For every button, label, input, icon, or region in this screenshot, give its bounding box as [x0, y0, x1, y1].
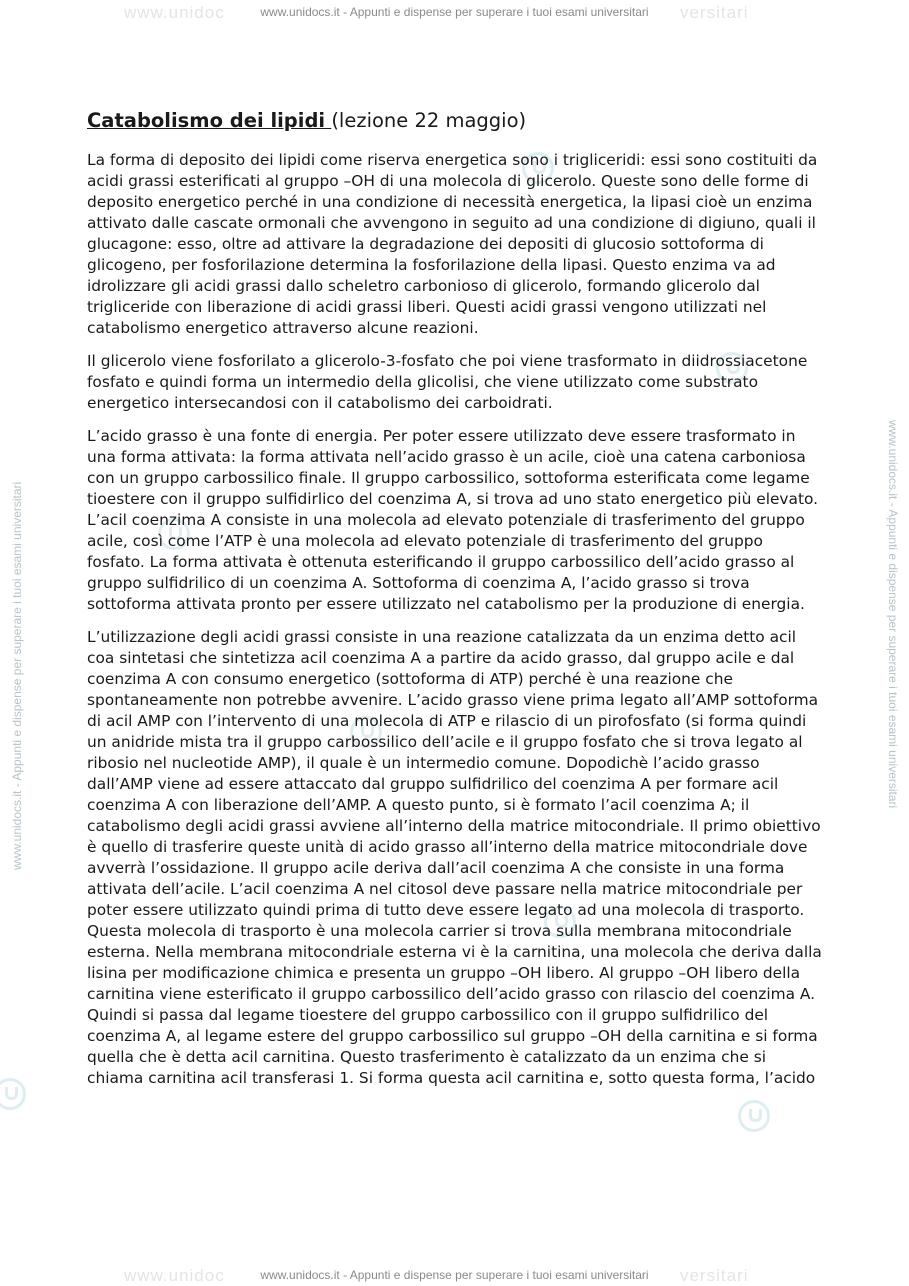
- watermark-faint-left: www.unidoc: [124, 3, 225, 22]
- document-body: [87, 106, 823, 1101]
- title-subtitle: (lezione 22 maggio): [331, 109, 527, 132]
- watermark-faint-right: versitari: [680, 3, 749, 22]
- watermark-footer: www.unidocs.it - Appunti e dispense per superare i tuoi esami universitari: [260, 1268, 649, 1282]
- document-title: [87, 106, 823, 136]
- watermark-header: www.unidocs.it - Appunti e dispense per superare i tuoi esami universitari: [260, 5, 649, 19]
- paragraph: Il glicerolo viene fosforilato a glicerolo-3-fosfato che poi viene trasformato in diidrossiacetone fosfato e quindi forma un intermedio della glicolisi, che viene utilizzato come substrato energetico intersecandosi con il catabolismo dei carboidrati.: [87, 352, 808, 412]
- watermark-side-right: www.unidocs.it - Appunti e dispense per superare i tuoi esami universitari: [886, 420, 900, 809]
- paragraph: La forma di deposito dei lipidi come riserva energetica sono i trigliceridi: essi sono costituiti da acidi grassi esterificati al gruppo –OH di una molecola di glicerolo. Queste sono delle forme di deposito energetico perché in una condizione di necessità energetica, la lipasi cioè un enzima attivato dalle cascate ormonali che avvengono in seguito ad una condizione di digiuno, quali il glucagone: esso, oltre ad attivare la degradazione dei depositi di glucosio sottoforma di glicogeno, per fosforilazione determina la fosforilazione della lipasi. Questo enzima va ad idrolizzare gli acidi grassi dallo scheletro carbonioso di glicerolo, formando glicerolo dal trigliceride con liberazione di acidi grassi liberi. Questi acidi grassi vengono utilizzati nel catabolismo energetico attraverso alcune reazioni.: [87, 151, 818, 337]
- watermark-faint-left: www.unidoc: [124, 1266, 225, 1285]
- title-text: Catabolismo dei lipidi: [87, 109, 326, 132]
- paragraph: L’acido grasso è una fonte di energia. Per poter essere utilizzato deve essere trasformato in una forma attivata: la forma attivata nell’acido grasso è un acile, cioè una catena carboniosa con un gruppo carbossilico finale. Il gruppo carbossilico, sottoforma esterificata come legame tioestere con il gruppo sulfidirlico del coenzima A, si trova ad uno stato energetico più elevato. L’acil coenzima A consiste in una molecola ad elevato potenziale di trasferimento del gruppo acile, così come l’ATP è una molecola ad elevato potenziale di trasferimento del gruppo fosfato. La forma attivata è ottenuta esterificando il gruppo carbossilico dell’acido grasso al gruppo sulfidrilico di un coenzima A. Sottoforma di coenzima A, l’acido grasso si trova sottoforma attivata pronto per essere utilizzato nel catabolismo per la produzione di energia.: [87, 427, 819, 613]
- watermark-faint-right: versitari: [680, 1266, 749, 1285]
- paragraph: L’utilizzazione degli acidi grassi consiste in una reazione catalizzata da un enzima detto acil coa sintetasi che sintetizza acil coenzima A a partire da acido grasso, dal gruppo acile e dal coenzima A con consumo energetico (sottoforma di ATP) perché è una reazione che spontaneamente non potrebbe avvenire. L’acido grasso viene prima legato all’AMP sottoforma di acil AMP con l’intervento di una molecola di ATP e rilascio di un pirofosfato (si forma quindi un anidride mista tra il gruppo carbossilico dell’acile e il gruppo fosfato che si trova legato al ribosio nel nucleotide AMP), il quale è un intermedio comune. Dopodichè l’acido grasso dall’AMP viene ad essere attaccato dal gruppo sulfidrilico del coenzima A per formare acil coenzima A con liberazione dell’AMP. A questo punto, si è formato l’acil coenzima A; il catabolismo degli acidi grassi avviene all’interno della matrice mitocondriale. Il primo obiettivo è quello di trasferire queste unità di acido grasso all’interno della matrice mitocondriale dove avverrà l’ossidazione. Il gruppo acile deriva dall’acil coenzima A che consiste in una forma attivata dell’acile. L’acil coenzima A nel citosol deve passare nella matrice mitocondriale per poter essere utilizzato quindi prima di tutto deve essere legato ad una molecola di trasporto. Questa molecola di trasporto è una molecola carrier si trova sulla membrana mitocondriale esterna. Nella membrana mitocondriale esterna vi è la carnitina, una molecola che deriva dalla lisina per modificazione chimica e presenta un gruppo –OH libero. Al gruppo –OH libero della carnitina viene esterificato il gruppo carbossilico dell’acido grasso con rilascio del coenzima A. Quindi si passa dal legame tioestere del gruppo carbossilico con il gruppo sulfidrilico del coenzima A, al legame estere del gruppo carbossilico sul gruppo –OH della carnitina e si forma quella che è detta acil carnitina. Questo trasferimento è catalizzato da un enzima che si chiama carnitina acil transferasi 1. Si forma questa acil carnitina e, sotto questa forma, l’acido: [87, 628, 822, 1087]
- watermark-logo-icon: [0, 1078, 26, 1110]
- watermark-logo-icon: [738, 1100, 770, 1132]
- watermark-side-left: www.unidocs.it - Appunti e dispense per superare i tuoi esami universitari: [10, 481, 24, 870]
